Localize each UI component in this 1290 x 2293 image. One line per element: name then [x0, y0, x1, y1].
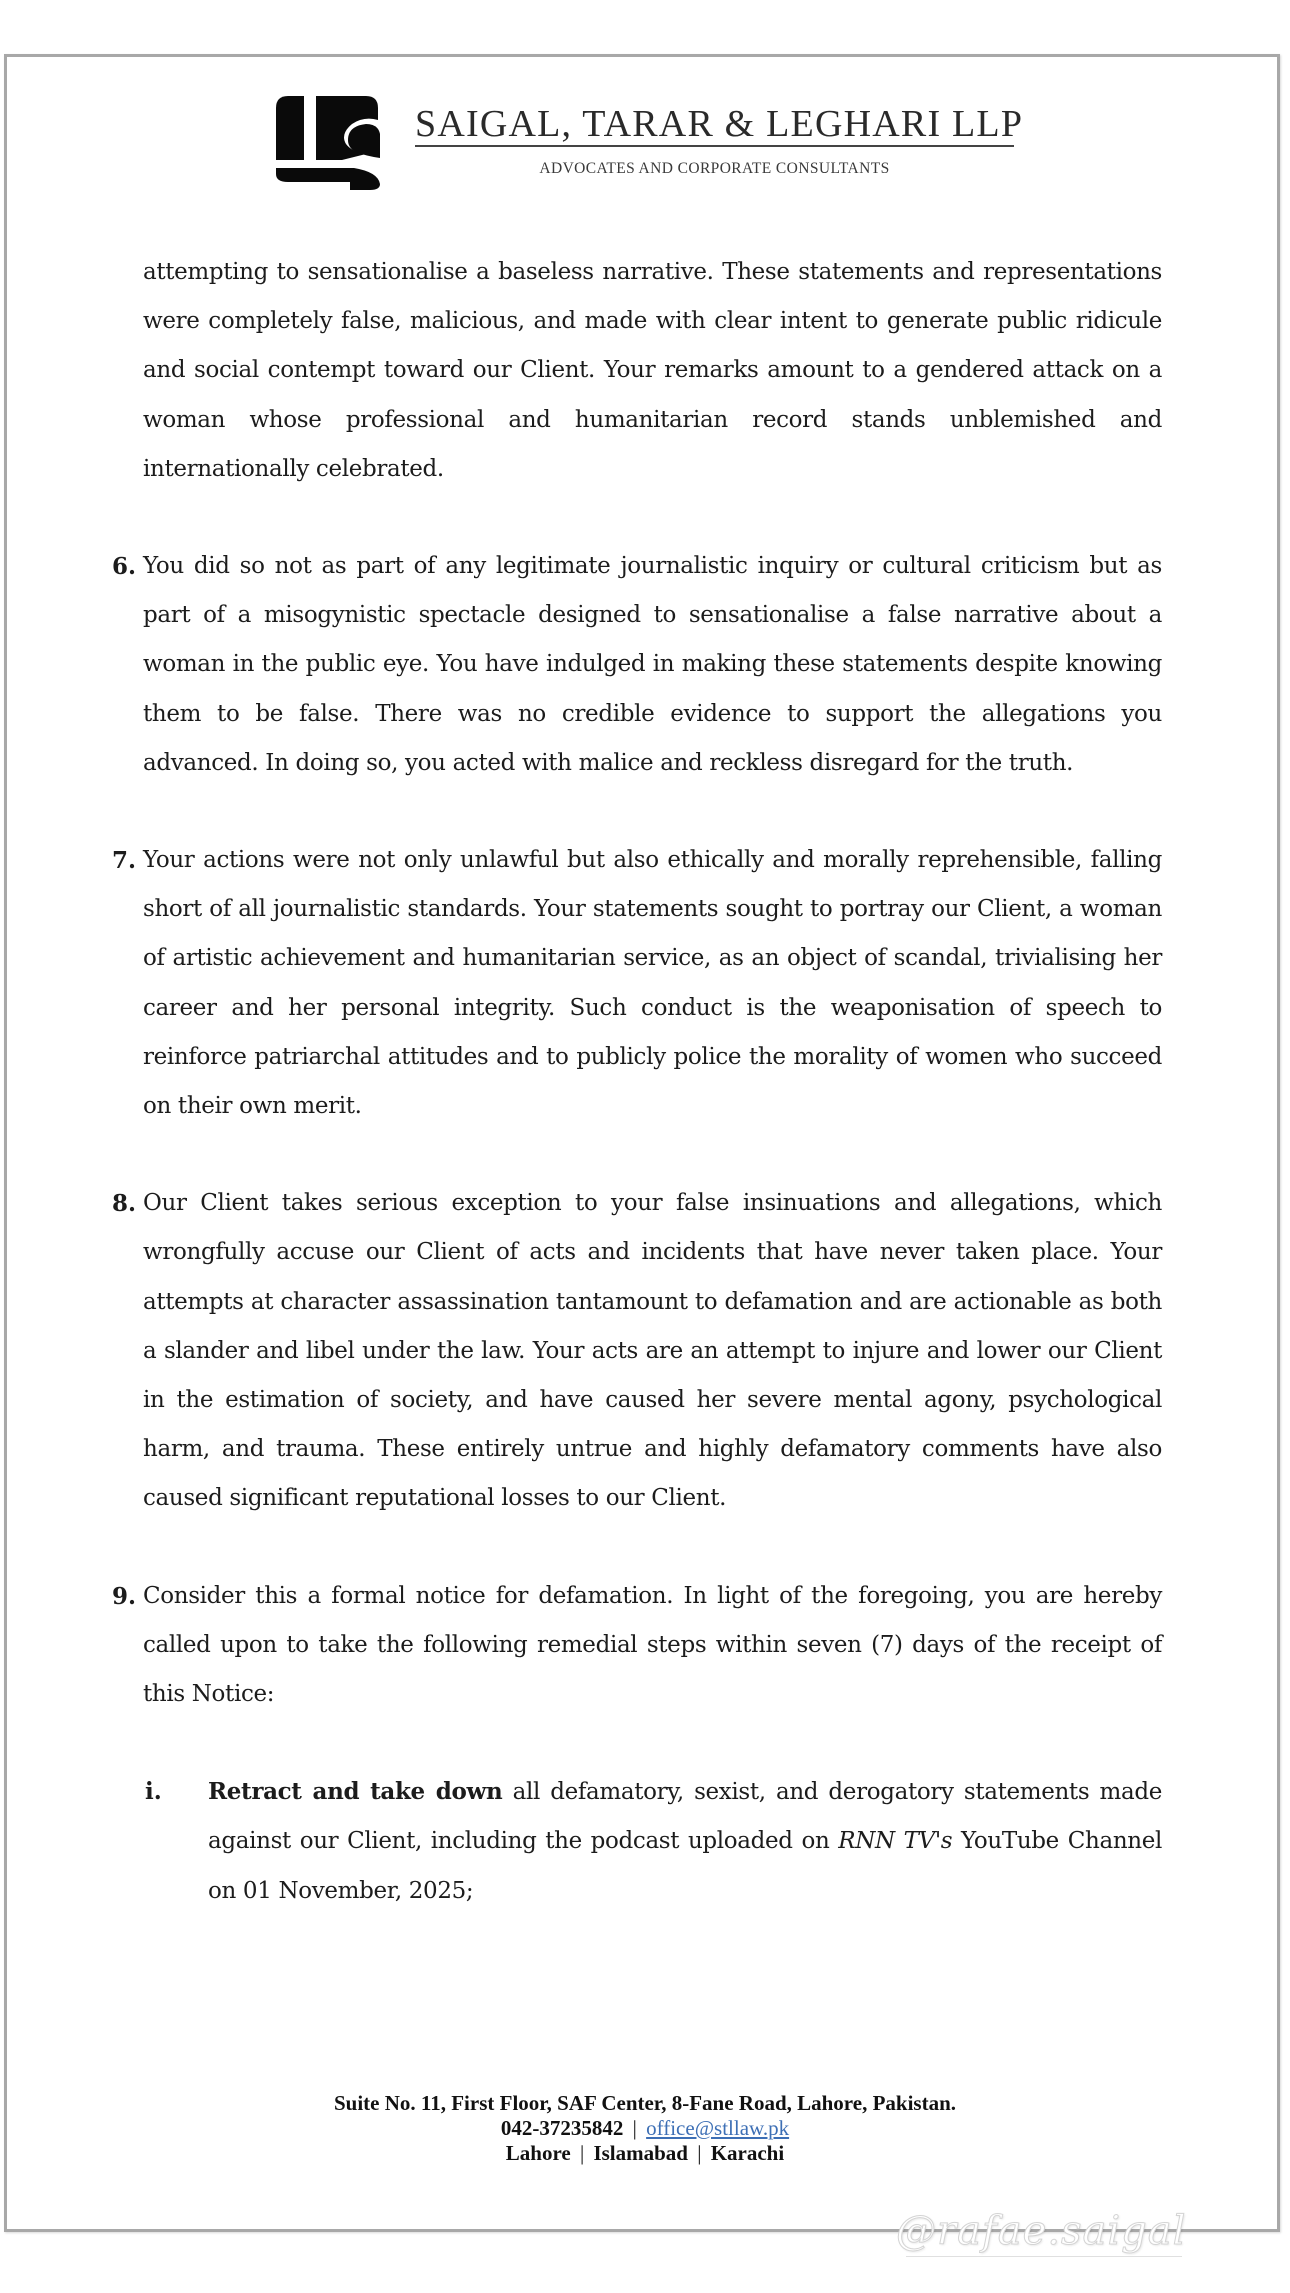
paragraph-7: [112, 836, 1162, 1131]
footer-separator: |: [697, 2141, 702, 2165]
footer-address: Suite No. 11, First Floor, SAF Center, 8-Fane Road, Lahore, Pakistan.: [333, 2091, 957, 2115]
footer-email-link[interactable]: office@stllaw.pk: [646, 2116, 790, 2140]
letterhead-footer: [0, 2091, 1290, 2166]
firm-tagline: ADVOCATES AND CORPORATE CONSULTANTS: [539, 160, 890, 177]
watermark: @rafae.saigal: [896, 2208, 1187, 2254]
remedial-step-i: [145, 1767, 1163, 1916]
paragraph-number: 7.: [112, 847, 137, 875]
firm-name-underline: [415, 145, 1014, 147]
footer-phone: 042-37235842: [500, 2116, 624, 2140]
footer-separator: |: [579, 2141, 585, 2165]
watermark-underline: [906, 2256, 1182, 2257]
channel-name: RNN TV's: [838, 1828, 953, 1855]
notice-body: [112, 248, 1162, 1916]
office-karachi: Karachi: [710, 2141, 785, 2165]
paragraph-8: [112, 1179, 1162, 1523]
office-lahore: Lahore: [505, 2141, 571, 2165]
subitem-number: i.: [145, 1778, 162, 1806]
paragraph-number: 8.: [112, 1190, 137, 1218]
footer-contact: [0, 2116, 1290, 2141]
paragraph-text: Our Client takes serious exception to your false insinuations and allegations, which wrongfully accuse our Client of acts and incidents that have never taken place. Your attempts at character assassination tantamount to defamation and are actionable as both a slander and libel under the law. Your acts are an attempt to injure and lower our Client in the estimation of society, and have caused her severe mental agony, psychological harm, and trauma. These entirely untrue and highly defamatory comments have also caused significant reputational losses to our Client.: [143, 1190, 1162, 1512]
footer-offices: [0, 2141, 1290, 2166]
stl-monogram-logo-icon: [274, 94, 384, 190]
paragraph-text: You did so not as part of any legitimate journalistic inquiry or cultural criticism but as part of a misogynistic spectacle designed to sensationalise a false narrative about a woman in the public eye. You have indulged in making these statements despite knowing them to be false. There was no credible evidence to support the allegations you advanced. In doing so, you acted with malice and reckless disregard for the truth.: [143, 553, 1162, 776]
office-islamabad: Islamabad: [593, 2141, 688, 2165]
footer-separator: |: [632, 2116, 637, 2140]
paragraph-5-continuation: attempting to sensationalise a baseless narrative. These statements and representations were completely false, malicious, and made with clear intent to generate public ridicule and social contempt toward our Client. Your remarks amount to a gendered attack on a woman whose professional and humanitarian record stands unblemished and internationally celebrated.: [143, 259, 1162, 482]
paragraph-number: 9.: [112, 1582, 137, 1610]
subitem-bold-lead: Retract and take down: [208, 1778, 503, 1806]
letterhead: [274, 94, 1024, 190]
paragraph-text: Consider this a formal notice for defamation. In light of the foregoing, you are hereby called upon to take the following remedial steps within seven (7) days of the receipt of this Notice:: [143, 1582, 1162, 1708]
subitem-text: [208, 1767, 1162, 1916]
paragraph-text: Your actions were not only unlawful but also ethically and morally reprehensible, falling short of all journalistic standards. Your statements sought to portray our Client, a woman of artistic achievement and humanitarian service, as an object of scandal, trivialising her career and her personal integrity. Such conduct is the weaponisation of speech to reinforce patriarchal attitudes and to publicly police the morality of women who succeed on their own merit.: [143, 847, 1162, 1120]
subitem-text-before: all defamatory, sexist, and derogatory statements made against our Client, including the podcast uploaded on: [208, 1779, 1162, 1855]
paragraph-number: 6.: [112, 553, 137, 581]
paragraph-6: [112, 542, 1162, 788]
firm-name: SAIGAL, TARAR & LEGHARI LLP: [415, 103, 1024, 145]
paragraph-9: [112, 1572, 1162, 1720]
subitem-text-after: YouTube Channel on 01 November, 2025;: [208, 1828, 1163, 1904]
